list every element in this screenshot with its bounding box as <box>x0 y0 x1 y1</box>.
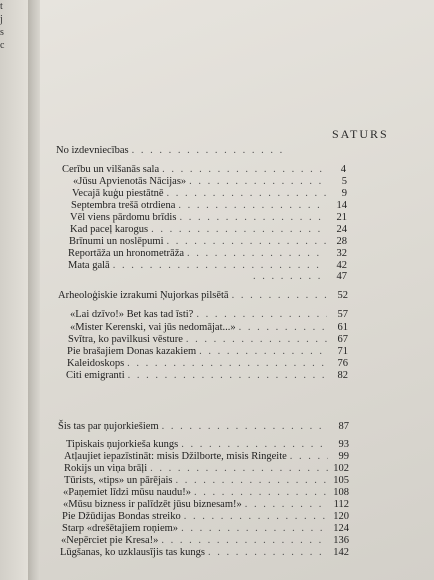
toc-entry-title: Vecajā kuģu piestātnē <box>72 188 164 199</box>
toc-entry <box>58 421 349 433</box>
toc-entry-title: Svītra, ko pavilkusi vēsture <box>68 334 183 345</box>
toc-entry-title: Šis tas par ņujorkiešiem <box>58 421 159 432</box>
toc-entry-title: Kaleidoskops <box>67 358 125 369</box>
toc-entry-title: Cerību un vilšanās sala <box>62 164 160 175</box>
toc-entry-page: 136 <box>333 535 349 546</box>
toc-entry-page: 71 <box>337 346 348 357</box>
toc-entry-page: 120 <box>333 511 349 522</box>
toc-entry <box>56 145 306 157</box>
toc-entry-title: Atļaujiet iepazīstināt: misis Džilborte, misis Ringeite <box>64 451 287 462</box>
toc-entry-title: «Lai dzīvo!» Bet kas tad īsti? <box>70 309 194 320</box>
toc-entry <box>66 439 349 451</box>
toc-entry-page: 142 <box>333 547 349 558</box>
toc-entry-page: 108 <box>333 487 349 498</box>
toc-entry-title: Citi emigranti <box>66 370 125 381</box>
toc-entry <box>66 370 348 382</box>
toc-entry-title: Tipiskais ņujorkieša kungs <box>66 439 179 450</box>
toc-entry <box>67 358 348 370</box>
toc-entry-page: 32 <box>336 248 347 259</box>
toc-entry-title: Kad paceļ karogus <box>70 224 149 235</box>
toc-entry-title: «Mūsu bizness ir palīdzēt jūsu biznesam!» <box>63 499 242 510</box>
toc-entry <box>68 248 347 260</box>
toc-entry-title: Pie brašajiem Donas kazakiem <box>67 346 197 357</box>
toc-entry-page: 57 <box>337 309 348 320</box>
toc-entry <box>69 236 347 248</box>
toc-entry-page: 61 <box>337 322 348 333</box>
toc-entry-page: 87 <box>338 421 349 432</box>
toc-entry <box>70 309 348 321</box>
toc-entry-title: Septembra trešā otrdiena <box>71 200 176 211</box>
toc-entry-title: Tūrists, «tips» un pārējais <box>64 475 173 486</box>
toc-entry <box>71 200 347 212</box>
toc-entry-page: 24 <box>336 224 347 235</box>
toc-entry-title: Vēl viens pārdomu brīdis <box>70 212 177 223</box>
toc-entry-page: 112 <box>333 499 349 510</box>
toc-entry-page: 82 <box>337 370 348 381</box>
toc-entry-page: 124 <box>333 523 349 534</box>
toc-entry-page: 93 <box>338 439 349 450</box>
toc-entry <box>58 290 348 302</box>
toc-entry <box>64 463 349 475</box>
toc-entry-title: «Jūsu Apvienotās Nācijas» <box>73 176 187 187</box>
toc-entry-page: 28 <box>336 236 347 247</box>
toc-entry-page: 42 <box>336 260 347 271</box>
page-title: SATURS <box>332 127 389 141</box>
toc-entry-title: «Nepērciet pie Kresa!» <box>61 535 159 546</box>
toc-entry-page: 47 <box>336 271 347 282</box>
toc-entry-title: «Paņemiet līdzi mūsu naudu!» <box>63 487 192 498</box>
toc-entry <box>72 188 347 200</box>
toc-entry-page: 67 <box>337 334 348 345</box>
toc-entry-title: Reportāža un hronometrāža <box>68 248 185 259</box>
toc-entry-page: 105 <box>333 475 349 486</box>
toc-entry-title: Starp «drešētajiem roņiem» <box>62 523 179 534</box>
toc-entry-title: Lūgšanas, ko uzklausījis tas kungs <box>60 547 205 558</box>
toc-entry <box>64 451 349 463</box>
toc-entry <box>68 334 348 346</box>
toc-entry <box>62 511 349 523</box>
toc-entry <box>70 322 348 334</box>
toc-entry-page: 76 <box>337 358 348 369</box>
toc-entry-page: 4 <box>340 164 346 175</box>
prev-glyph: c <box>0 40 5 51</box>
toc-entry-page: 9 <box>341 188 347 199</box>
toc-entry-page: 21 <box>336 212 347 223</box>
toc-entry <box>63 487 349 499</box>
toc-entry <box>64 475 349 487</box>
toc-entry-title: Arheoloģiskie izrakumi Ņujorkas pilsētā <box>58 290 229 301</box>
toc-entry <box>70 212 347 224</box>
toc-entry-page: 14 <box>336 200 347 211</box>
toc-entry-title: Mata galā <box>68 260 110 271</box>
toc-entry-page: 99 <box>338 451 349 462</box>
toc-entry-page: 102 <box>333 463 349 474</box>
toc-entry <box>61 535 349 547</box>
toc-entry-title: «Mister Kerenski, vai jūs nedomājat...» <box>70 322 236 333</box>
prev-glyph: t <box>0 1 3 12</box>
toc-entry <box>250 271 347 283</box>
toc-entry <box>67 346 348 358</box>
toc-entry-title: Brīnumi un noslēpumi <box>69 236 164 247</box>
toc-entry-title: Pie Džūdijas Bondas streiko <box>62 511 181 522</box>
toc-entry <box>62 164 346 176</box>
toc-entry-title: No izdevniecības <box>56 145 129 156</box>
toc-entry-page: 52 <box>337 290 348 301</box>
toc-entry-title: Rokijs un viņa brāļi <box>64 463 148 474</box>
toc-entry <box>70 224 347 236</box>
prev-glyph: s <box>0 27 4 38</box>
toc-entry <box>63 499 349 511</box>
toc-entry <box>60 547 349 559</box>
toc-entry-page: 5 <box>341 176 347 187</box>
toc-entry <box>73 176 347 188</box>
prev-glyph: j <box>0 14 3 25</box>
toc-entry <box>62 523 349 535</box>
